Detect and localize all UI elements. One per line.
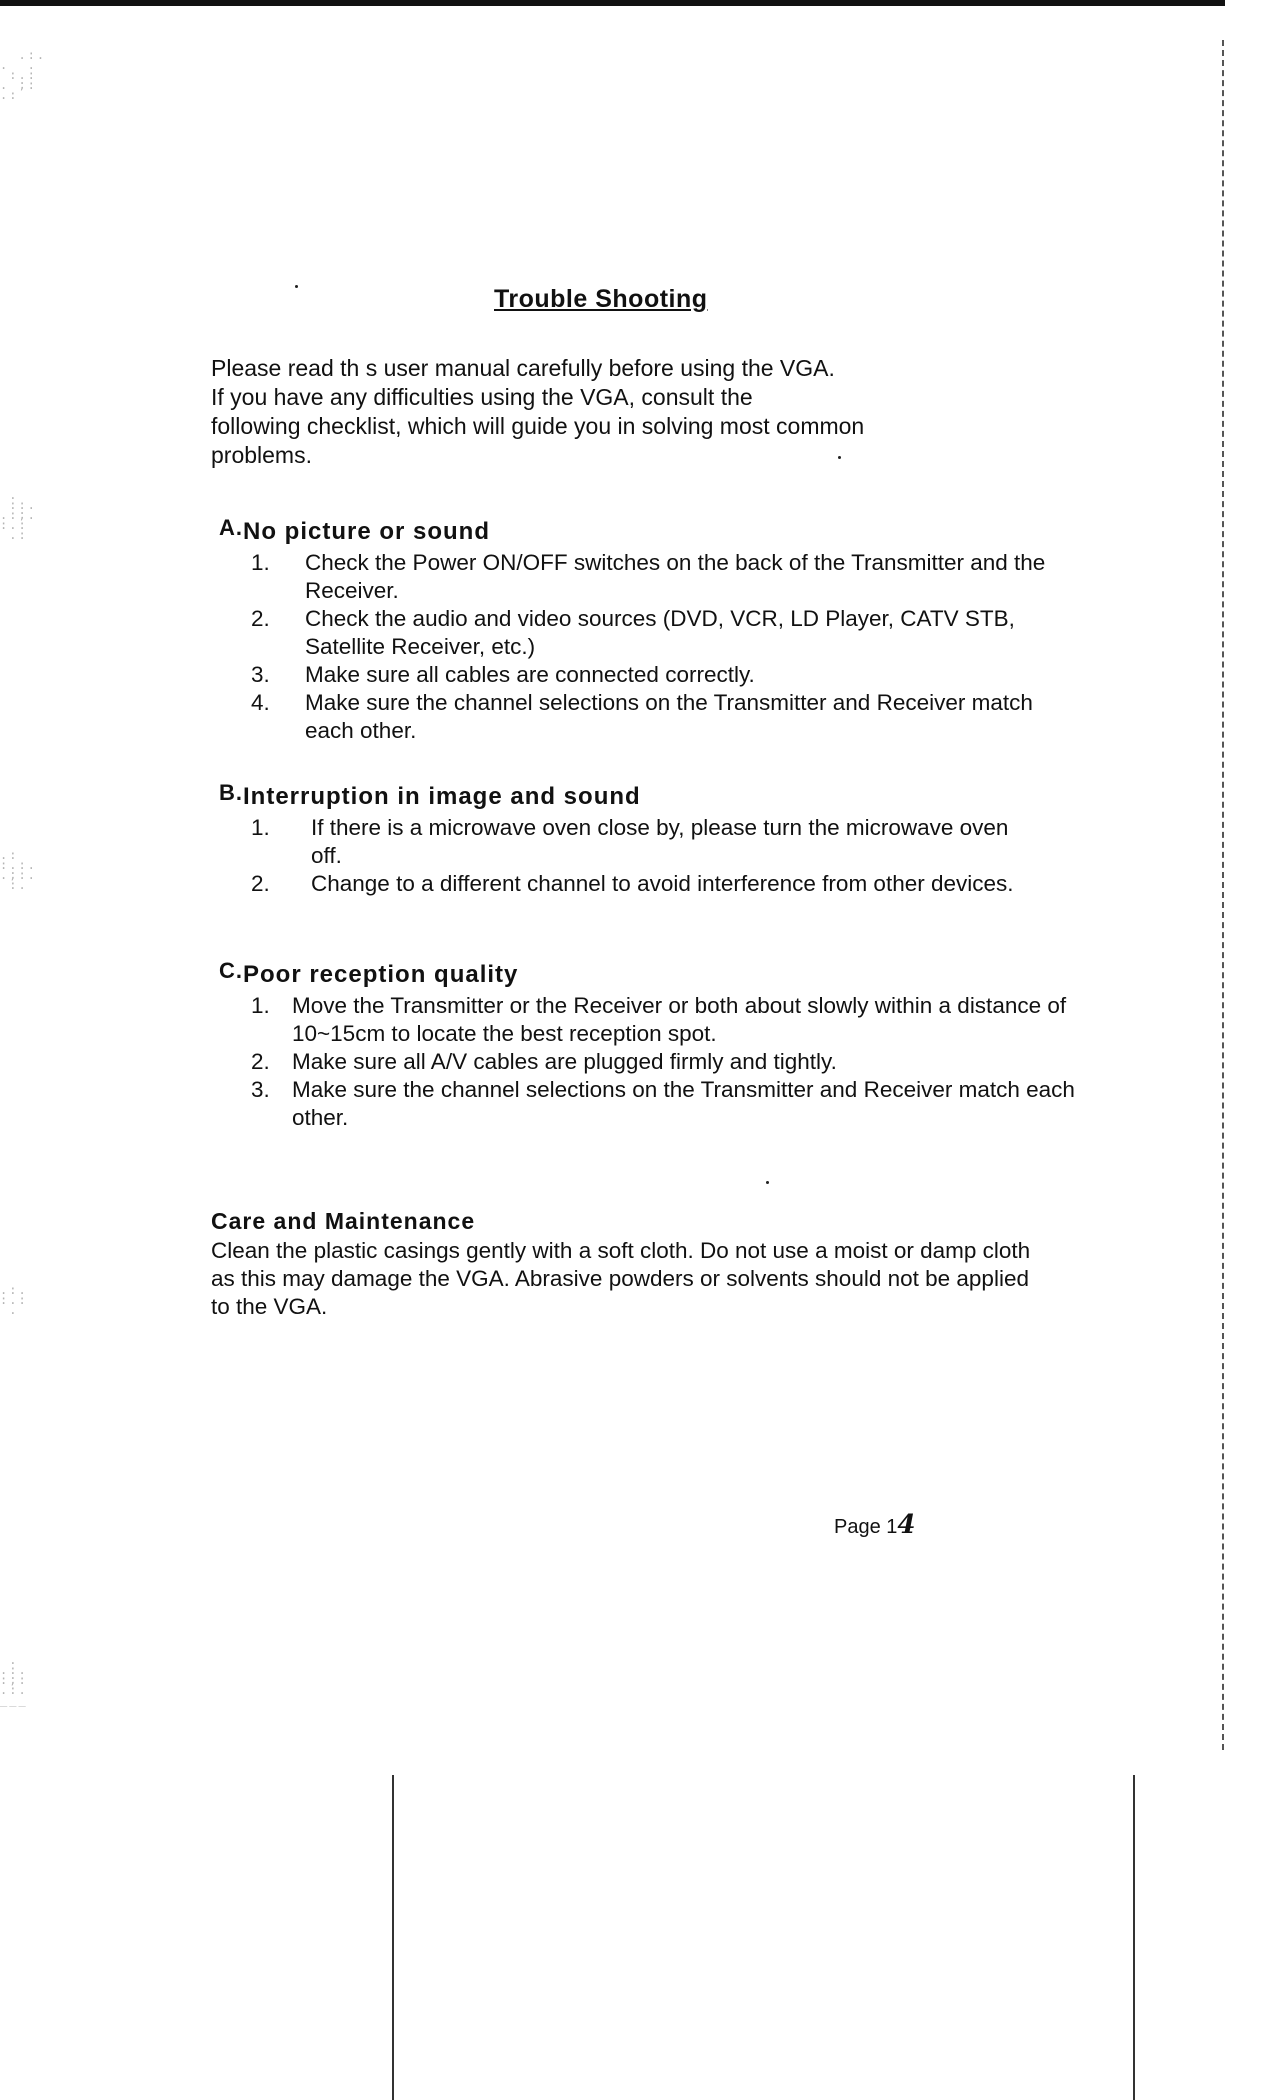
section-heading [219, 780, 1079, 814]
item-number: 4. [251, 690, 270, 715]
item-number: 1. [251, 993, 270, 1018]
item-text: Change to a different channel to avoid interference from other devices. [311, 871, 1014, 896]
scan-bottom-line-right [1133, 1775, 1135, 2100]
care-and-maintenance [211, 1205, 1071, 1321]
item-text: Make sure the channel selections on the Transmitter and Receiver match each other. [292, 1077, 1075, 1130]
item-number: 3. [251, 1077, 270, 1102]
stray-dot [766, 1181, 769, 1184]
item-text: If there is a microwave oven close by, please turn the microwave oven off. [311, 815, 1009, 868]
item-number: 2. [251, 606, 270, 631]
intro-line: If you have any difficulties using the VGA, consult the [211, 384, 753, 410]
section-letter: C. [219, 958, 243, 983]
intro-line: Please read th s user manual carefully before using the VGA. [211, 355, 835, 381]
section-no-picture-or-sound [219, 515, 1079, 745]
item-text: Check the Power ON/OFF switches on the back of the Transmitter and the Receiver. [305, 550, 1046, 603]
list-item [219, 1076, 1079, 1132]
section-letter: A. [219, 515, 243, 540]
page-number-handwritten-digit: 4 [897, 1510, 916, 1540]
section-heading-text: Interruption in image and sound [243, 783, 641, 810]
care-heading: Care and Maintenance [211, 1208, 476, 1234]
scan-noise-4: .:. :.: . [0, 1283, 28, 1317]
page-title: Trouble Shooting [494, 285, 708, 313]
checklist [219, 549, 1079, 745]
page-number [834, 1510, 915, 1540]
stray-dot [295, 285, 298, 288]
scan-noise-5: . .:. :;: .:. ___ [0, 1653, 28, 1707]
list-item [219, 605, 1079, 661]
list-item [219, 814, 1079, 870]
item-text: Make sure the channel selections on the Transmitter and Receiver match each other. [305, 690, 1033, 743]
section-letter: B. [219, 780, 243, 805]
item-text: Make sure all cables are connected correctly. [305, 662, 755, 687]
item-text: Check the audio and video sources (DVD, VCR, LD Player, CATV STB, Satellite Receiver, etc.) [305, 606, 1015, 659]
section-heading-text: No picture or sound [243, 518, 490, 545]
list-item [219, 870, 1079, 898]
section-heading [219, 515, 1079, 549]
scan-bottom-line-left [392, 1775, 394, 2100]
checklist [219, 992, 1079, 1132]
list-item [219, 661, 1079, 689]
section-poor-reception [219, 958, 1079, 1132]
list-item [219, 992, 1079, 1048]
care-body-text: Clean the plastic casings gently with a soft cloth. Do not use a moist or damp cloth as this may damage the VGA. Abrasive powders or solvents should not be applied to the VGA. [211, 1238, 1031, 1319]
scan-right-edge [1222, 40, 1224, 1750]
item-number: 1. [251, 815, 270, 840]
scan-top-edge [0, 0, 1225, 6]
section-heading-text: Poor reception quality [243, 961, 519, 988]
scan-noise-3: .: :.:. .;:. :. [0, 848, 37, 892]
section-interruption [219, 780, 1079, 898]
item-number: 2. [251, 871, 270, 896]
checklist [219, 814, 1079, 898]
intro-paragraph [211, 354, 1071, 470]
intro-line: following checklist, which will guide you in solving most common [211, 413, 865, 439]
item-number: 2. [251, 1049, 270, 1074]
section-heading [219, 958, 1079, 992]
list-item [219, 549, 1079, 605]
intro-line: problems. [211, 442, 312, 468]
scan-noise-1: .:. . . :.: . ;: .: [0, 48, 47, 102]
list-item [219, 1048, 1079, 1076]
item-number: 1. [251, 550, 270, 575]
item-number: 3. [251, 662, 270, 687]
page-number-label: Page 1 [834, 1516, 898, 1538]
list-item [219, 689, 1079, 745]
item-text: Make sure all A/V cables are plugged firmly and tightly. [292, 1049, 837, 1074]
item-text: Move the Transmitter or the Receiver or both about slowly within a distance of 10~15cm to locate the best reception spot. [292, 993, 1067, 1046]
scan-noise-2: . ::. .:;. :.: .: [0, 488, 37, 542]
